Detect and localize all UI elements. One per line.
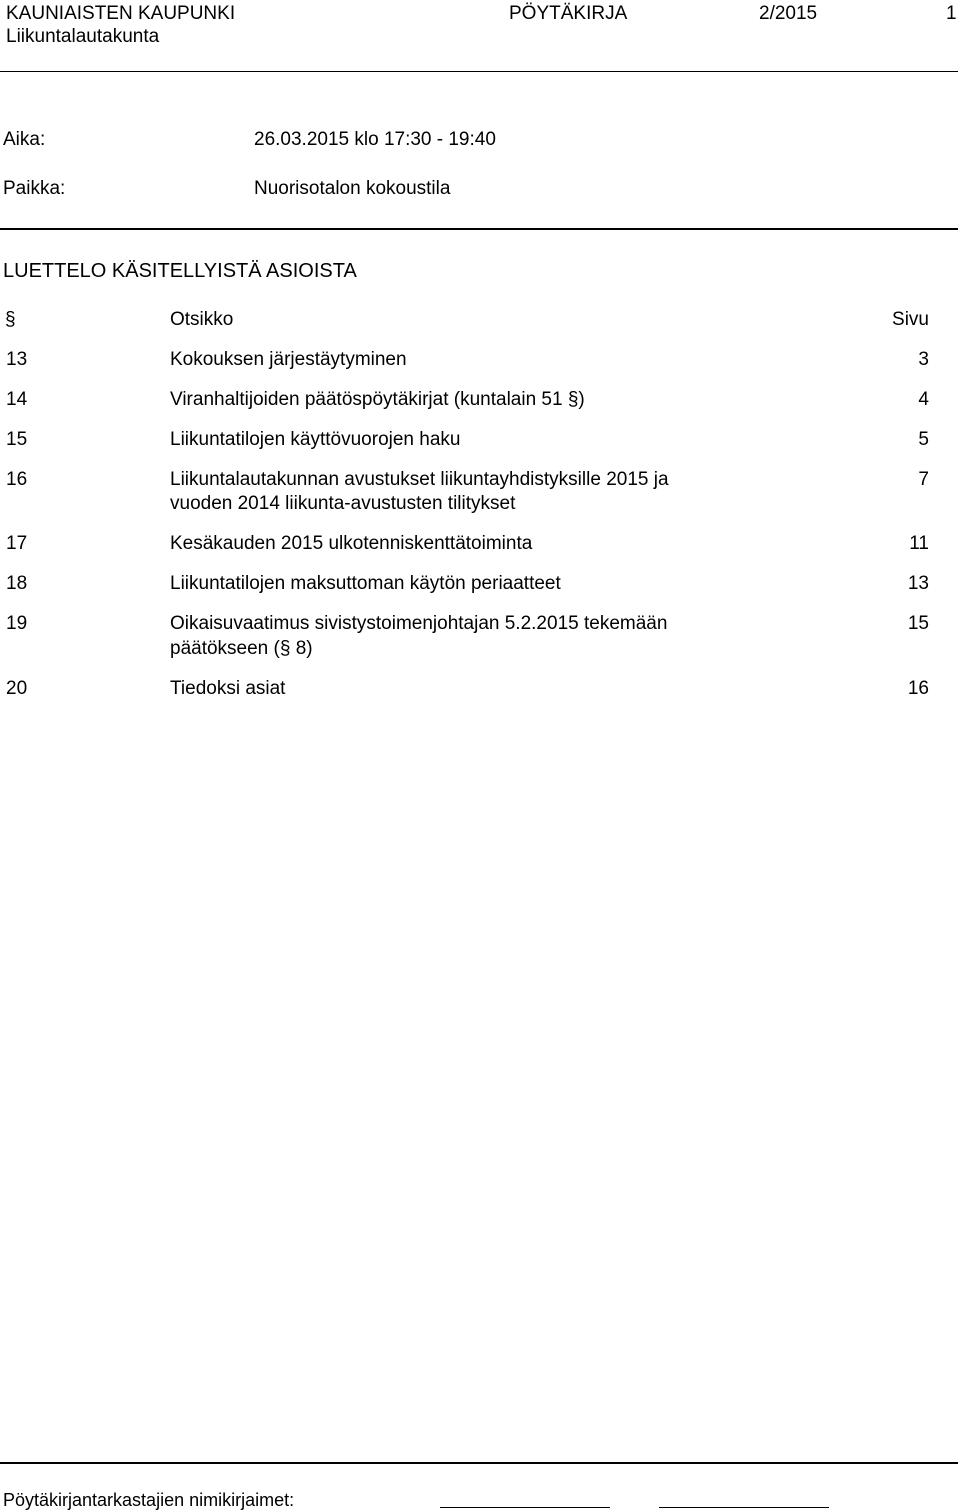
header-divider — [0, 71, 958, 72]
time-value: 26.03.2015 klo 17:30 - 19:40 — [254, 129, 496, 150]
toc-row-page: 13 — [907, 573, 929, 594]
toc-row-number: 16 — [6, 469, 28, 490]
page-number: 1 — [946, 3, 957, 24]
toc-row-page: 11 — [909, 533, 929, 554]
section-divider — [0, 228, 958, 230]
toc-row-page: 16 — [907, 678, 929, 699]
toc-row-page: 3 — [918, 349, 929, 370]
document-type: PÖYTÄKIRJA — [509, 3, 628, 24]
toc-row-page: 7 — [918, 469, 929, 490]
toc-row-page: 5 — [918, 429, 929, 450]
signatures-label: Pöytäkirjantarkastajien nimikirjaimet: — [3, 1490, 295, 1510]
footer-divider — [0, 1462, 958, 1464]
toc-row-number: 18 — [6, 573, 28, 594]
time-label: Aika: — [3, 129, 46, 150]
toc-row-title-continued: päätökseen (§ 8) — [170, 638, 313, 659]
toc-row-page: 4 — [918, 389, 929, 410]
column-header-section: § — [5, 309, 16, 330]
column-header-title: Otsikko — [170, 309, 234, 330]
toc-row-title: Kokouksen järjestäytyminen — [170, 349, 407, 370]
signature-line-1[interactable] — [440, 1507, 610, 1508]
toc-row-number: 14 — [6, 389, 28, 410]
toc-row-title: Liikuntatilojen käyttövuorojen haku — [170, 429, 461, 450]
toc-row-number: 13 — [6, 349, 28, 370]
organization-name: KAUNIAISTEN KAUPUNKI — [6, 3, 236, 24]
toc-row-title: Tiedoksi asiat — [170, 678, 286, 699]
place-value: Nuorisotalon kokoustila — [254, 178, 451, 199]
committee-name: Liikuntalautakunta — [6, 26, 160, 47]
toc-row-number: 17 — [6, 533, 28, 554]
toc-row-number: 15 — [6, 429, 28, 450]
toc-row-title: Viranhaltijoiden päätöspöytäkirjat (kuntalain 51 §) — [170, 389, 585, 410]
toc-row-title: Liikuntatilojen maksuttoman käytön periaatteet — [170, 573, 561, 594]
toc-heading: LUETTELO KÄSITELLYISTÄ ASIOISTA — [3, 260, 357, 282]
place-label: Paikka: — [3, 178, 66, 199]
toc-row-number: 19 — [6, 613, 28, 634]
document-number: 2/2015 — [759, 3, 818, 24]
toc-row-title: Kesäkauden 2015 ulkotenniskenttätoiminta — [170, 533, 533, 554]
toc-row-title: Oikaisuvaatimus sivistystoimenjohtajan 5.2.2015 tekemään — [170, 613, 668, 634]
column-header-page: Sivu — [892, 309, 929, 330]
toc-row-title-continued: vuoden 2014 liikunta-avustusten tilitykset — [170, 493, 516, 514]
toc-row-title: Liikuntalautakunnan avustukset liikuntayhdistyksille 2015 ja — [170, 469, 669, 490]
toc-row-page: 15 — [907, 613, 929, 634]
toc-row-number: 20 — [6, 678, 28, 699]
signature-line-2[interactable] — [659, 1507, 829, 1508]
